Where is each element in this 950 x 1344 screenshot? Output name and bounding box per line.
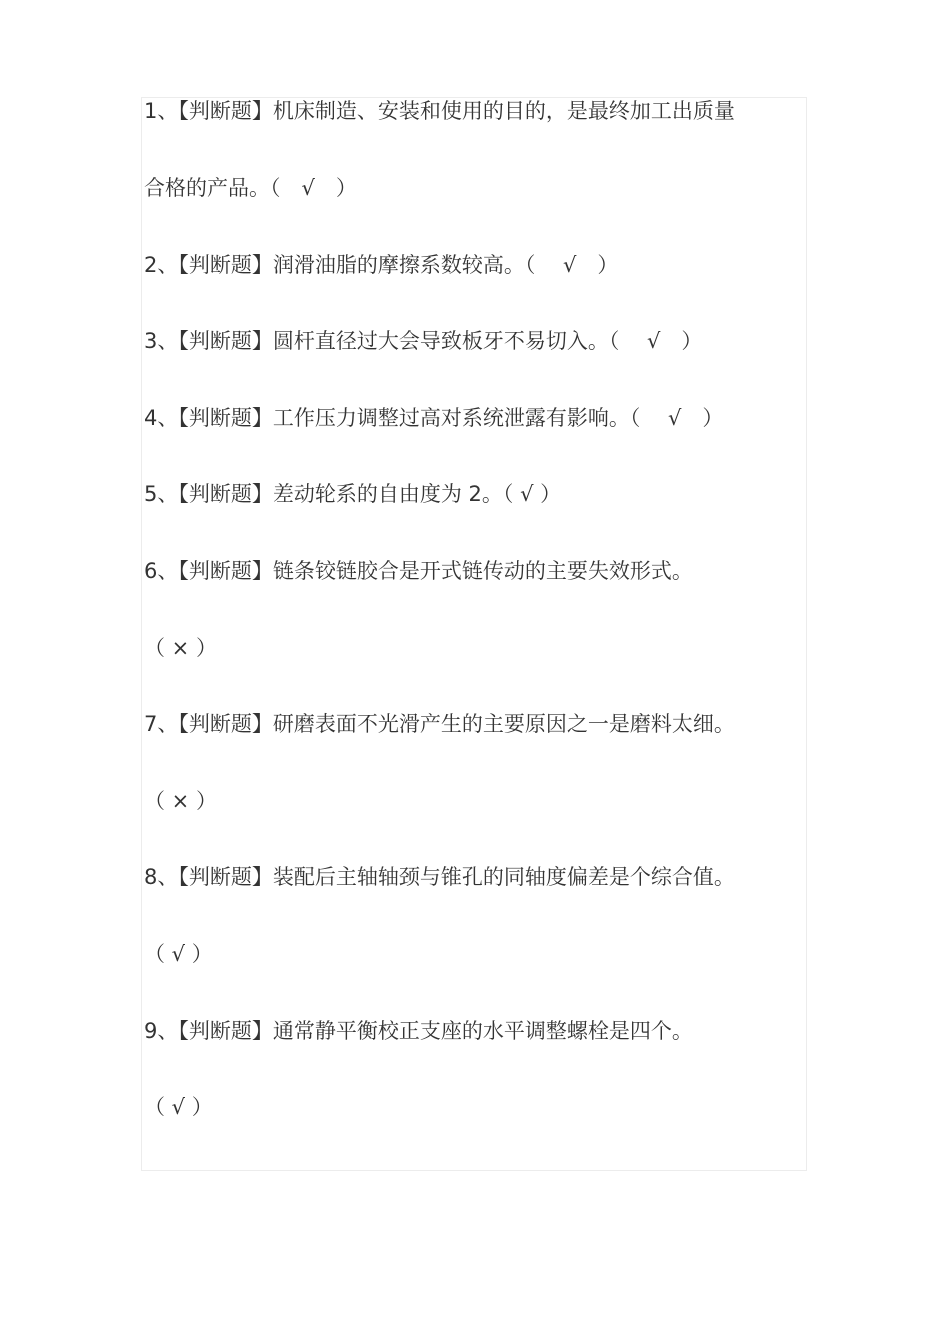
question-1-line-2: 合格的产品。（ √ ）	[144, 176, 357, 200]
question-1-line-1: 1、【判断题】机床制造、安装和使用的目的，是最终加工出质量	[144, 99, 735, 123]
question-3: 3、【判断题】圆杆直径过大会导致板牙不易切入。（ √ ）	[144, 329, 703, 353]
question-4: 4、【判断题】工作压力调整过高对系统泄露有影响。（ √ ）	[144, 406, 724, 430]
question-5: 5、【判断题】差动轮系的自由度为 2。（ √ ）	[144, 482, 562, 506]
question-8: 8、【判断题】装配后主轴轴颈与锥孔的同轴度偏差是个综合值。	[144, 865, 735, 889]
question-7-answer: （ × ）	[144, 789, 217, 813]
question-8-answer: （ √ ）	[144, 942, 213, 966]
question-9-answer: （ √ ）	[144, 1095, 213, 1119]
question-6-answer: （ × ）	[144, 636, 217, 660]
question-6: 6、【判断题】链条铰链胶合是开式链传动的主要失效形式。	[144, 559, 693, 583]
question-9: 9、【判断题】通常静平衡校正支座的水平调整螺栓是四个。	[144, 1019, 693, 1043]
question-2: 2、【判断题】润滑油脂的摩擦系数较高。（ √ ）	[144, 253, 619, 277]
question-7: 7、【判断题】研磨表面不光滑产生的主要原因之一是磨料太细。	[144, 712, 735, 736]
